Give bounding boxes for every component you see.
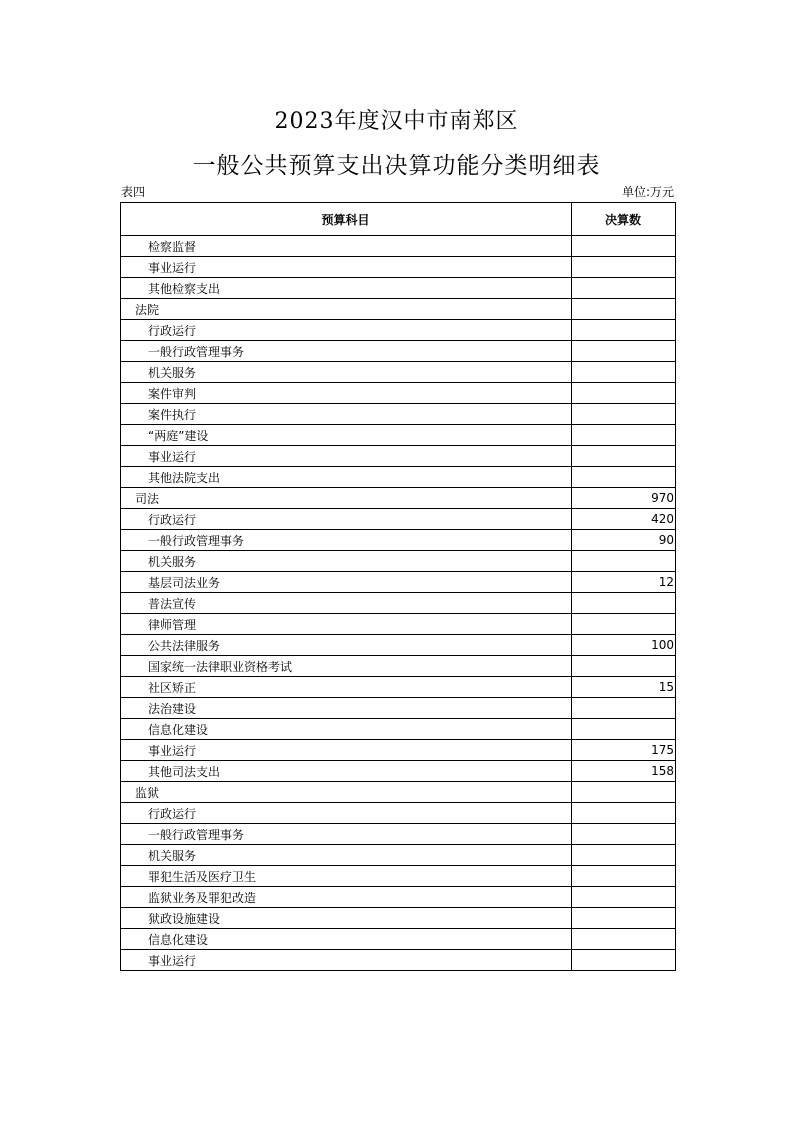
row-item-name: 案件执行 xyxy=(121,404,572,425)
table-row xyxy=(121,698,676,719)
row-amount xyxy=(572,299,676,320)
row-item-name: 机关服务 xyxy=(121,551,572,572)
table-row xyxy=(121,740,676,761)
row-amount xyxy=(572,362,676,383)
row-amount: 420 xyxy=(572,509,676,530)
table-row xyxy=(121,236,676,257)
row-item-name: 监狱业务及罪犯改造 xyxy=(121,887,572,908)
row-item-name: 事业运行 xyxy=(121,950,572,971)
row-item-name: 一般行政管理事务 xyxy=(121,824,572,845)
row-item-name: 其他检察支出 xyxy=(121,278,572,299)
row-amount xyxy=(572,824,676,845)
row-amount xyxy=(572,257,676,278)
row-item-name: 普法宣传 xyxy=(121,593,572,614)
row-amount xyxy=(572,593,676,614)
table-row xyxy=(121,383,676,404)
table-row xyxy=(121,614,676,635)
row-item-name: 公共法律服务 xyxy=(121,635,572,656)
row-amount: 158 xyxy=(572,761,676,782)
table-row xyxy=(121,950,676,971)
row-amount xyxy=(572,698,676,719)
table-row xyxy=(121,593,676,614)
page-title-line-2: 一般公共预算支出决算功能分类明细表 xyxy=(192,153,601,179)
row-amount xyxy=(572,656,676,677)
row-item-name: 狱政设施建设 xyxy=(121,908,572,929)
table-row xyxy=(121,824,676,845)
row-amount xyxy=(572,719,676,740)
table-row xyxy=(121,908,676,929)
row-item-name: 法治建设 xyxy=(121,698,572,719)
row-item-name: 案件审判 xyxy=(121,383,572,404)
row-amount: 970 xyxy=(572,488,676,509)
row-amount xyxy=(572,950,676,971)
table-row xyxy=(121,425,676,446)
row-amount xyxy=(572,467,676,488)
row-item-name: 监狱 xyxy=(121,782,572,803)
row-amount xyxy=(572,845,676,866)
row-item-name: 事业运行 xyxy=(121,446,572,467)
row-item-name: 机关服务 xyxy=(121,362,572,383)
row-amount: 90 xyxy=(572,530,676,551)
table-row xyxy=(121,719,676,740)
table-row xyxy=(121,929,676,950)
row-item-name: 行政运行 xyxy=(121,803,572,824)
row-item-name: 事业运行 xyxy=(121,257,572,278)
row-amount xyxy=(572,341,676,362)
row-amount xyxy=(572,887,676,908)
row-amount xyxy=(572,803,676,824)
row-amount xyxy=(572,929,676,950)
row-item-name: 罪犯生活及医疗卫生 xyxy=(121,866,572,887)
unit-label: 单位:万元 xyxy=(621,185,674,199)
table-row xyxy=(121,446,676,467)
row-item-name: 一般行政管理事务 xyxy=(121,530,572,551)
table-row xyxy=(121,677,676,698)
row-item-name: 律师管理 xyxy=(121,614,572,635)
row-amount xyxy=(572,278,676,299)
row-item-name: 事业运行 xyxy=(121,740,572,761)
table-row xyxy=(121,467,676,488)
table-body xyxy=(121,236,676,971)
table-row xyxy=(121,509,676,530)
table-row xyxy=(121,299,676,320)
table-row xyxy=(121,572,676,593)
table-row xyxy=(121,887,676,908)
row-item-name: 国家统一法律职业资格考试 xyxy=(121,656,572,677)
row-amount xyxy=(572,404,676,425)
table-row xyxy=(121,782,676,803)
row-amount: 100 xyxy=(572,635,676,656)
row-item-name: 法院 xyxy=(121,299,572,320)
row-item-name: 信息化建设 xyxy=(121,929,572,950)
row-amount xyxy=(572,614,676,635)
row-item-name: 司法 xyxy=(121,488,572,509)
table-label: 表四 xyxy=(121,185,146,199)
row-item-name: 其他法院支出 xyxy=(121,467,572,488)
table-row xyxy=(121,530,676,551)
table-row xyxy=(121,278,676,299)
table-row xyxy=(121,404,676,425)
table-row xyxy=(121,341,676,362)
table-row xyxy=(121,362,676,383)
budget-table xyxy=(120,202,676,971)
table-row xyxy=(121,257,676,278)
row-amount xyxy=(572,866,676,887)
table-row xyxy=(121,845,676,866)
row-item-name: “两庭”建设 xyxy=(121,425,572,446)
row-amount xyxy=(572,425,676,446)
row-amount xyxy=(572,446,676,467)
table-header-row xyxy=(121,203,676,236)
table-row xyxy=(121,656,676,677)
row-amount: 12 xyxy=(572,572,676,593)
header-item: 预算科目 xyxy=(121,203,572,236)
row-item-name: 行政运行 xyxy=(121,509,572,530)
row-amount xyxy=(572,383,676,404)
table-row xyxy=(121,761,676,782)
row-amount xyxy=(572,551,676,572)
table-row xyxy=(121,551,676,572)
row-item-name: 其他司法支出 xyxy=(121,761,572,782)
table-row xyxy=(121,866,676,887)
row-amount xyxy=(572,782,676,803)
row-item-name: 行政运行 xyxy=(121,320,572,341)
table-row xyxy=(121,803,676,824)
row-item-name: 基层司法业务 xyxy=(121,572,572,593)
row-item-name: 一般行政管理事务 xyxy=(121,341,572,362)
table-row xyxy=(121,488,676,509)
table-row xyxy=(121,320,676,341)
row-amount: 175 xyxy=(572,740,676,761)
row-item-name: 信息化建设 xyxy=(121,719,572,740)
header-amount: 决算数 xyxy=(572,203,676,236)
row-item-name: 机关服务 xyxy=(121,845,572,866)
table-row xyxy=(121,635,676,656)
row-amount xyxy=(572,320,676,341)
row-amount xyxy=(572,908,676,929)
row-amount xyxy=(572,236,676,257)
row-item-name: 检察监督 xyxy=(121,236,572,257)
page-title-line-1: 2023年度汉中市南郑区 xyxy=(274,109,519,134)
row-item-name: 社区矫正 xyxy=(121,677,572,698)
row-amount: 15 xyxy=(572,677,676,698)
